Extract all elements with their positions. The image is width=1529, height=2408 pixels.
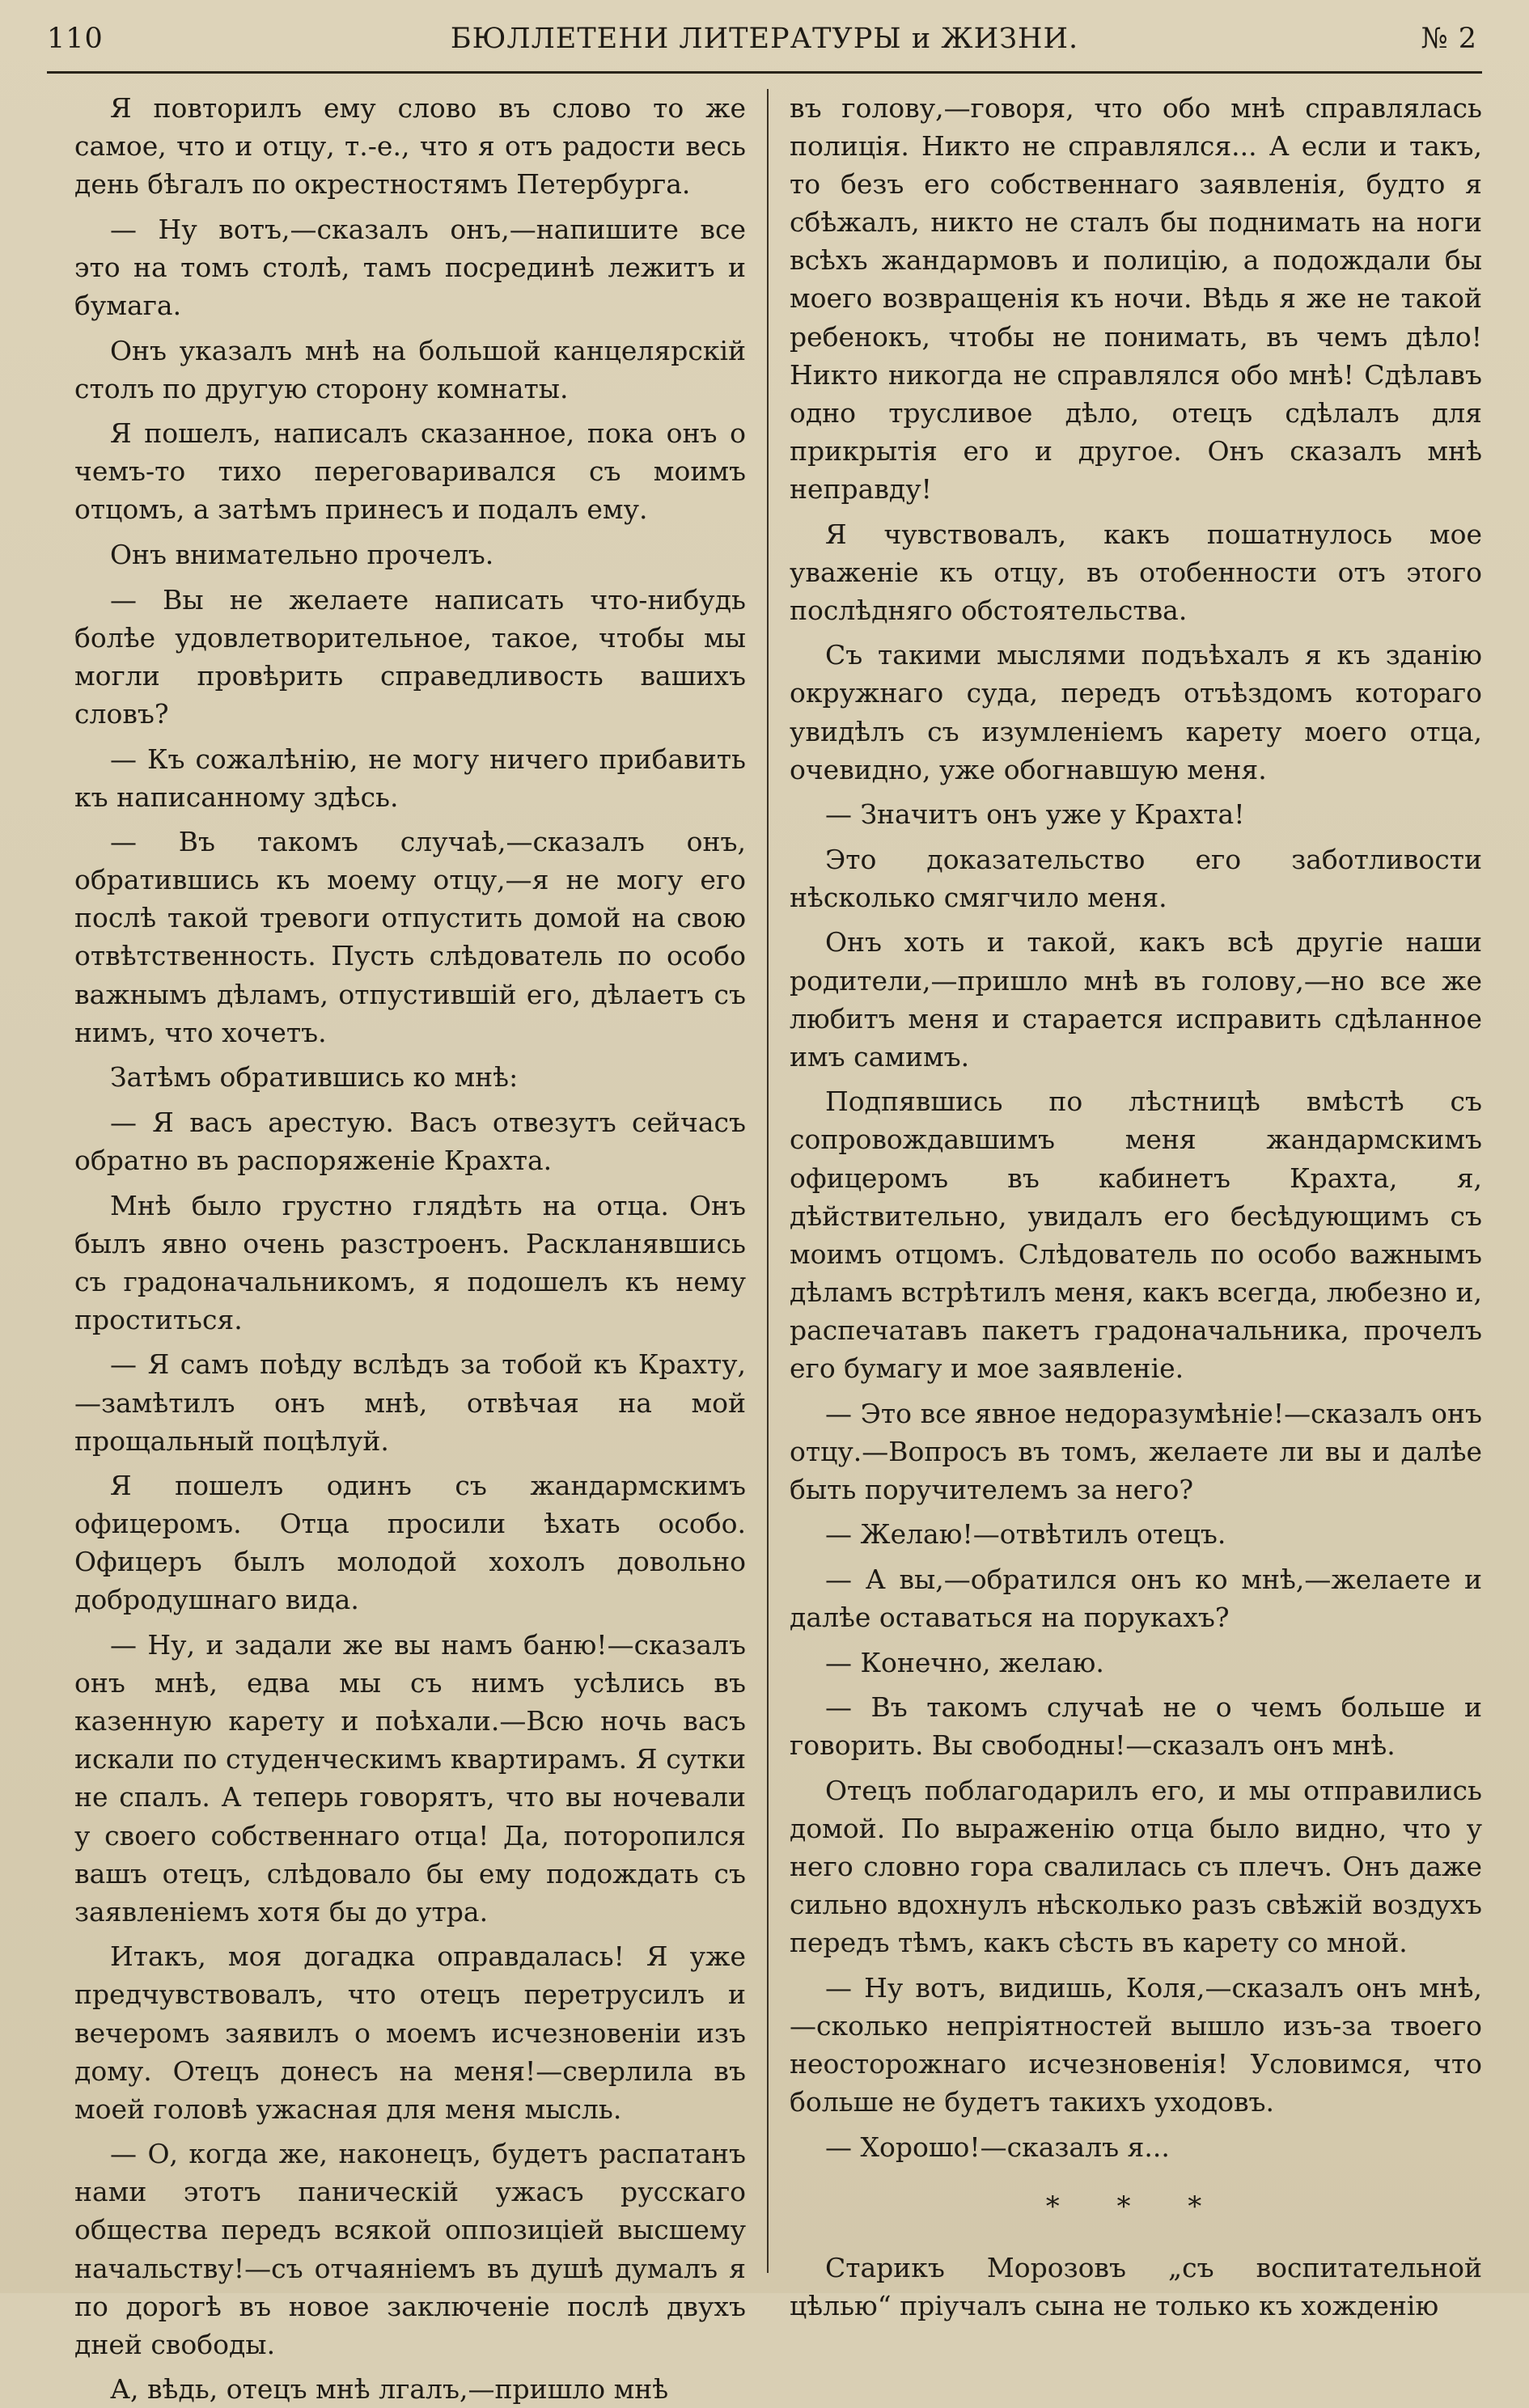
paragraph: Онъ указалъ мнѣ на большой канцелярскій столъ по другую сторону комнаты.: [74, 334, 746, 404]
paragraph: — Вы не желаете написать что-нибудь болѣе удовлетворительное, такое, чтобы мы могли провѣрить справедливость вашихъ словъ?: [74, 583, 746, 730]
left-column: [74, 89, 746, 2406]
paragraph: — Я самъ поѣду вслѣдъ за тобой къ Крахту,—замѣтилъ онъ мнѣ, отвѣчая на мой прощальный поцѣлуй.: [74, 1348, 746, 1457]
paragraph: — Это все явное недоразумѣніе!—сказалъ онъ отцу.—Вопросъ въ томъ, желаете ли вы и далѣе быть поручителемъ за него?: [790, 1397, 1482, 1505]
paragraph: Это доказательство его заботливости нѣсколько смягчило меня.: [790, 843, 1482, 913]
paragraph-continuation: въ голову,—говоря, что обо мнѣ справлялась полиція. Никто не справлялся... А если и такъ, то безъ его собственнаго заявленія, будто я сбѣжалъ, никто не сталъ бы поднимать на ноги всѣхъ жандармовъ и полицію, а подождали бы моего возвращенія къ ночи. Вѣдь я же не такой ребенокъ, чтобы не понимать, въ чемъ дѣло! Никто никогда не справлялся обо мнѣ! Сдѣлавъ одно трусливое дѣло, отецъ сдѣлалъ для прикрытія его и другое. Онъ сказалъ мнѣ неправду!: [790, 92, 1482, 505]
paragraph: — Ну вотъ, видишь, Коля,—сказалъ онъ мнѣ,—сколько непріятностей вышло изъ-за твоего неосторожнаго исчезновенія! Условимся, что больше не будетъ такихъ уходовъ.: [790, 1971, 1482, 2118]
running-header: [0, 16, 1529, 61]
paragraph: — Къ сожалѣнію, не могу ничего прибавить къ написанному здѣсь.: [74, 743, 746, 813]
paragraph: — Въ такомъ случаѣ не о чемъ больше и говорить. Вы свободны!—сказалъ онъ мнѣ.: [790, 1691, 1482, 1762]
paragraph: — Желаю!—отвѣтилъ отецъ.: [825, 1518, 1226, 1551]
paragraph: Мнѣ было грустно глядѣть на отца. Онъ былъ явно очень разстроенъ. Раскланявшись съ градоначальникомъ, я подошелъ къ нему проститься.: [74, 1189, 746, 1335]
paragraph: Онъ внимательно прочелъ.: [110, 539, 494, 571]
paragraph: Затѣмъ обратившись ко мнѣ:: [110, 1061, 519, 1094]
paragraph: Я пошелъ, написалъ сказанное, пока онъ о чемъ-то тихо переговаривался съ моимъ отцомъ, а затѣмъ принесъ и подалъ ему.: [74, 417, 746, 526]
issue-number: № 2: [1421, 23, 1477, 55]
paragraph: Я пошелъ одинъ съ жандармскимъ офицеромъ. Отца просили ѣхать особо. Офицеръ былъ молодой хохолъ довольно добродушнаго вида.: [74, 1470, 746, 1616]
page-number: 110: [47, 23, 104, 55]
paragraph: — А вы,—обратился онъ ко мнѣ,—желаете и далѣе оставаться на порукахъ?: [790, 1563, 1482, 1634]
paragraph: Отецъ поблагодарилъ его, и мы отправились домой. По выраженію отца было видно, что у него словно гора свалилась съ плечъ. Онъ даже сильно вдохнулъ нѣсколько разъ свѣжій воздухъ передъ тѣмъ, какъ сѣсть въ карету со мной.: [790, 1774, 1482, 1959]
paragraph: — О, когда же, наконецъ, будетъ распатанъ нами этотъ паническій ужасъ русскаго общества передъ всякой оппозиціей высшему начальству!—съ отчаяніемъ въ душѣ думалъ я по дорогѣ въ новое заключеніе послѣ двухъ дней свободы.: [74, 2138, 746, 2360]
section-break-asterisks: * * *: [1045, 2190, 1226, 2223]
paragraph: — Хорошо!—сказалъ я...: [825, 2131, 1170, 2163]
paragraph: Я повторилъ ему слово въ слово то же самое, что и отцу, т.-е., что я отъ радости весь день бѣгалъ по окрестностямъ Петербурга.: [74, 92, 746, 201]
paragraph: — Ну вотъ,—сказалъ онъ,—напишите все это на томъ столѣ, тамъ посрединѣ лежитъ и бумага.: [74, 213, 746, 321]
paragraph: Я чувствовалъ, какъ пошатнулось мое уваженіе къ отцу, въ отобенности отъ этого послѣдняго обстоятельства.: [790, 518, 1482, 626]
paragraph: — Въ такомъ случаѣ,—сказалъ онъ, обратившись къ моему отцу,—я не могу его послѣ такой тревоги отпустить домой на свою отвѣтственность. Пусть слѣдователь по особо важнымъ дѣламъ, отпустившій его, дѣлаетъ съ нимъ, что хочетъ.: [74, 826, 746, 1048]
journal-title: БЮЛЛЕТЕНИ ЛИТЕРАТУРЫ и ЖИЗНИ.: [450, 23, 1079, 55]
header-rule: [47, 71, 1482, 74]
paragraph: — Ну, и задали же вы намъ баню!—сказалъ онъ мнѣ, едва мы съ нимъ усѣлись въ казенную карету и поѣхали.—Всю ночь васъ искали по студенческимъ квартирамъ. Я сутки не спалъ. А теперь говорятъ, что вы ночевали у своего собственнаго отца! Да, поторопился вашъ отецъ, слѣдовало бы ему подождать съ заявленіемъ хотя бы до утра.: [74, 1629, 746, 1928]
paragraph: Подпявшись по лѣстницѣ вмѣстѣ съ сопровождавшимъ меня жандармскимъ офицеромъ въ кабинетъ Крахта, я, дѣйствительно, увидалъ его бесѣдующимъ съ моимъ отцомъ. Слѣдователь по особо важнымъ дѣламъ встрѣтилъ меня, какъ всегда, любезно и, распечатавъ пакетъ градоначальника, прочелъ его бумагу и мое заявленіе.: [790, 1086, 1482, 1384]
paragraph: — Я васъ арестую. Васъ отвезутъ сейчасъ обратно въ распоряженіе Крахта.: [74, 1106, 746, 1176]
paragraph: Итакъ, моя догадка оправдалась! Я уже предчувствовалъ, что отецъ перетрусилъ и вечеромъ заявилъ о моемъ исчезновеніи изъ дому. Отецъ донесъ на меня!—сверлила въ моей головѣ ужасная для меня мысль.: [74, 1940, 746, 2125]
column-divider: [767, 89, 769, 2273]
paragraph: Онъ хоть и такой, какъ всѣ другіе наши родители,—пришло мнѣ въ голову,—но все же любитъ меня и старается исправить сдѣланное имъ самимъ.: [790, 926, 1482, 1073]
paragraph: — Значитъ онъ уже у Крахта!: [825, 798, 1245, 831]
paragraph: — Конечно, желаю.: [825, 1646, 1104, 1678]
paragraph: Старикъ Морозовъ „съ воспитательной цѣлью“ пріучалъ сына не только къ хожденію: [790, 2251, 1482, 2321]
paragraph: Съ такими мыслями подъѣхалъ я къ зданію окружнаго суда, передъ отъѣздомъ котораго увидѣлъ съ изумленіемъ карету моего отца, очевидно, уже обогнавшую меня.: [790, 639, 1482, 785]
paragraph: А, вѣдь, отецъ мнѣ лгалъ,—пришло мнѣ: [110, 2373, 669, 2406]
right-column: [790, 89, 1482, 2321]
